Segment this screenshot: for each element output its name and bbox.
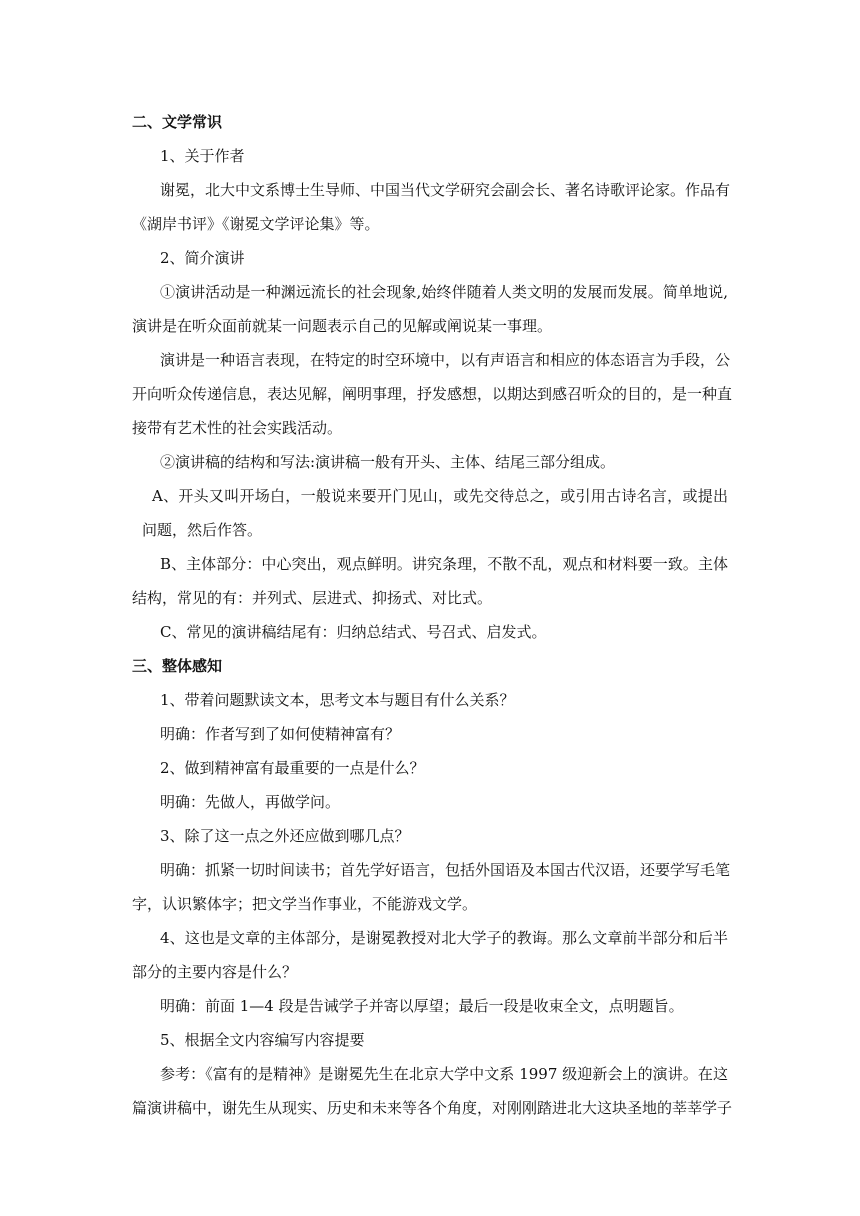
paragraph-line: A、开头又叫开场白，一般说来要开门见山，或先交待总之，或引用古诗名言，或提出 xyxy=(152,487,728,505)
paragraph-line: 开向听众传递信息，表达见解，阐明事理，抒发感想，以期达到感召听众的目的，是一种直 xyxy=(132,385,733,403)
question-line: 部分的主要内容是什么？ xyxy=(132,963,298,981)
paragraph-line: 接带有艺术性的社会实践活动。 xyxy=(132,419,343,437)
answer-line: 明确：作者写到了如何使精神富有？ xyxy=(160,725,401,743)
paragraph-line: 演讲是在听众面前就某一问题表示自己的见解或阐说某一事理。 xyxy=(132,317,553,335)
question-line: 4、这也是文章的主体部分，是谢冕教授对北大学子的教诲。那么文章前半部分和后半 xyxy=(160,929,728,947)
reference-line: 篇演讲稿中，谢先生从现实、历史和未来等各个角度，对刚刚踏进北大这块圣地的莘莘学子 xyxy=(132,1099,733,1117)
paragraph-line: ①演讲活动是一种渊远流长的社会现象,始终伴随着人类文明的发展而发展。简单地说, xyxy=(160,283,728,301)
paragraph-line: 谢冕，北大中文系博士生导师、中国当代文学研究会副会长、著名诗歌评论家。作品有 xyxy=(160,181,731,199)
paragraph-line: 问题，然后作答。 xyxy=(142,521,263,539)
section-heading-literary-knowledge: 二、文学常识 xyxy=(132,113,223,131)
section-heading-overall-perception: 三、整体感知 xyxy=(132,657,223,675)
paragraph-line: 结构，常见的有：并列式、层进式、抑扬式、对比式。 xyxy=(132,589,493,607)
subheading-speech-intro: 2、简介演讲 xyxy=(160,249,245,267)
question-line: 2、做到精神富有最重要的一点是什么？ xyxy=(160,759,425,777)
paragraph-line: 演讲是一种语言表现，在特定的时空环境中，以有声语言和相应的体态语言为手段，公 xyxy=(160,351,731,369)
paragraph-line: ②演讲稿的结构和写法:演讲稿一般有开头、主体、结尾三部分组成。 xyxy=(160,453,616,471)
paragraph-line: B、主体部分：中心突出，观点鲜明。讲究条理，不散不乱，观点和材料要一致。主体 xyxy=(160,555,728,573)
paragraph-line: C、常见的演讲稿结尾有：归纳总结式、号召式、启发式。 xyxy=(160,623,547,641)
answer-line: 明确：先做人，再做学问。 xyxy=(160,793,341,811)
question-line: 1、带着问题默读文本，思考文本与题目有什么关系？ xyxy=(160,691,515,709)
answer-line: 明确：抓紧一切时间读书；首先学好语言，包括外国语及本国古代汉语，还要学写毛笔 xyxy=(160,861,731,879)
subheading-about-author: 1、关于作者 xyxy=(160,147,245,165)
reference-line: 参考：《富有的是精神》是谢冕先生在北京大学中文系 1997 级迎新会上的演讲。在这 xyxy=(160,1065,728,1083)
answer-line: 明确：前面 1—4 段是告诫学子并寄以厚望；最后一段是收束全文，点明题旨。 xyxy=(160,997,684,1015)
question-line: 5、根据全文内容编写内容提要 xyxy=(160,1031,365,1049)
paragraph-line: 《湖岸书评》《谢冕文学评论集》等。 xyxy=(132,215,380,233)
question-line: 3、除了这一点之外还应做到哪几点？ xyxy=(160,827,410,845)
answer-line: 字，认识繁体字；把文学当作事业，不能游戏文学。 xyxy=(132,895,478,913)
